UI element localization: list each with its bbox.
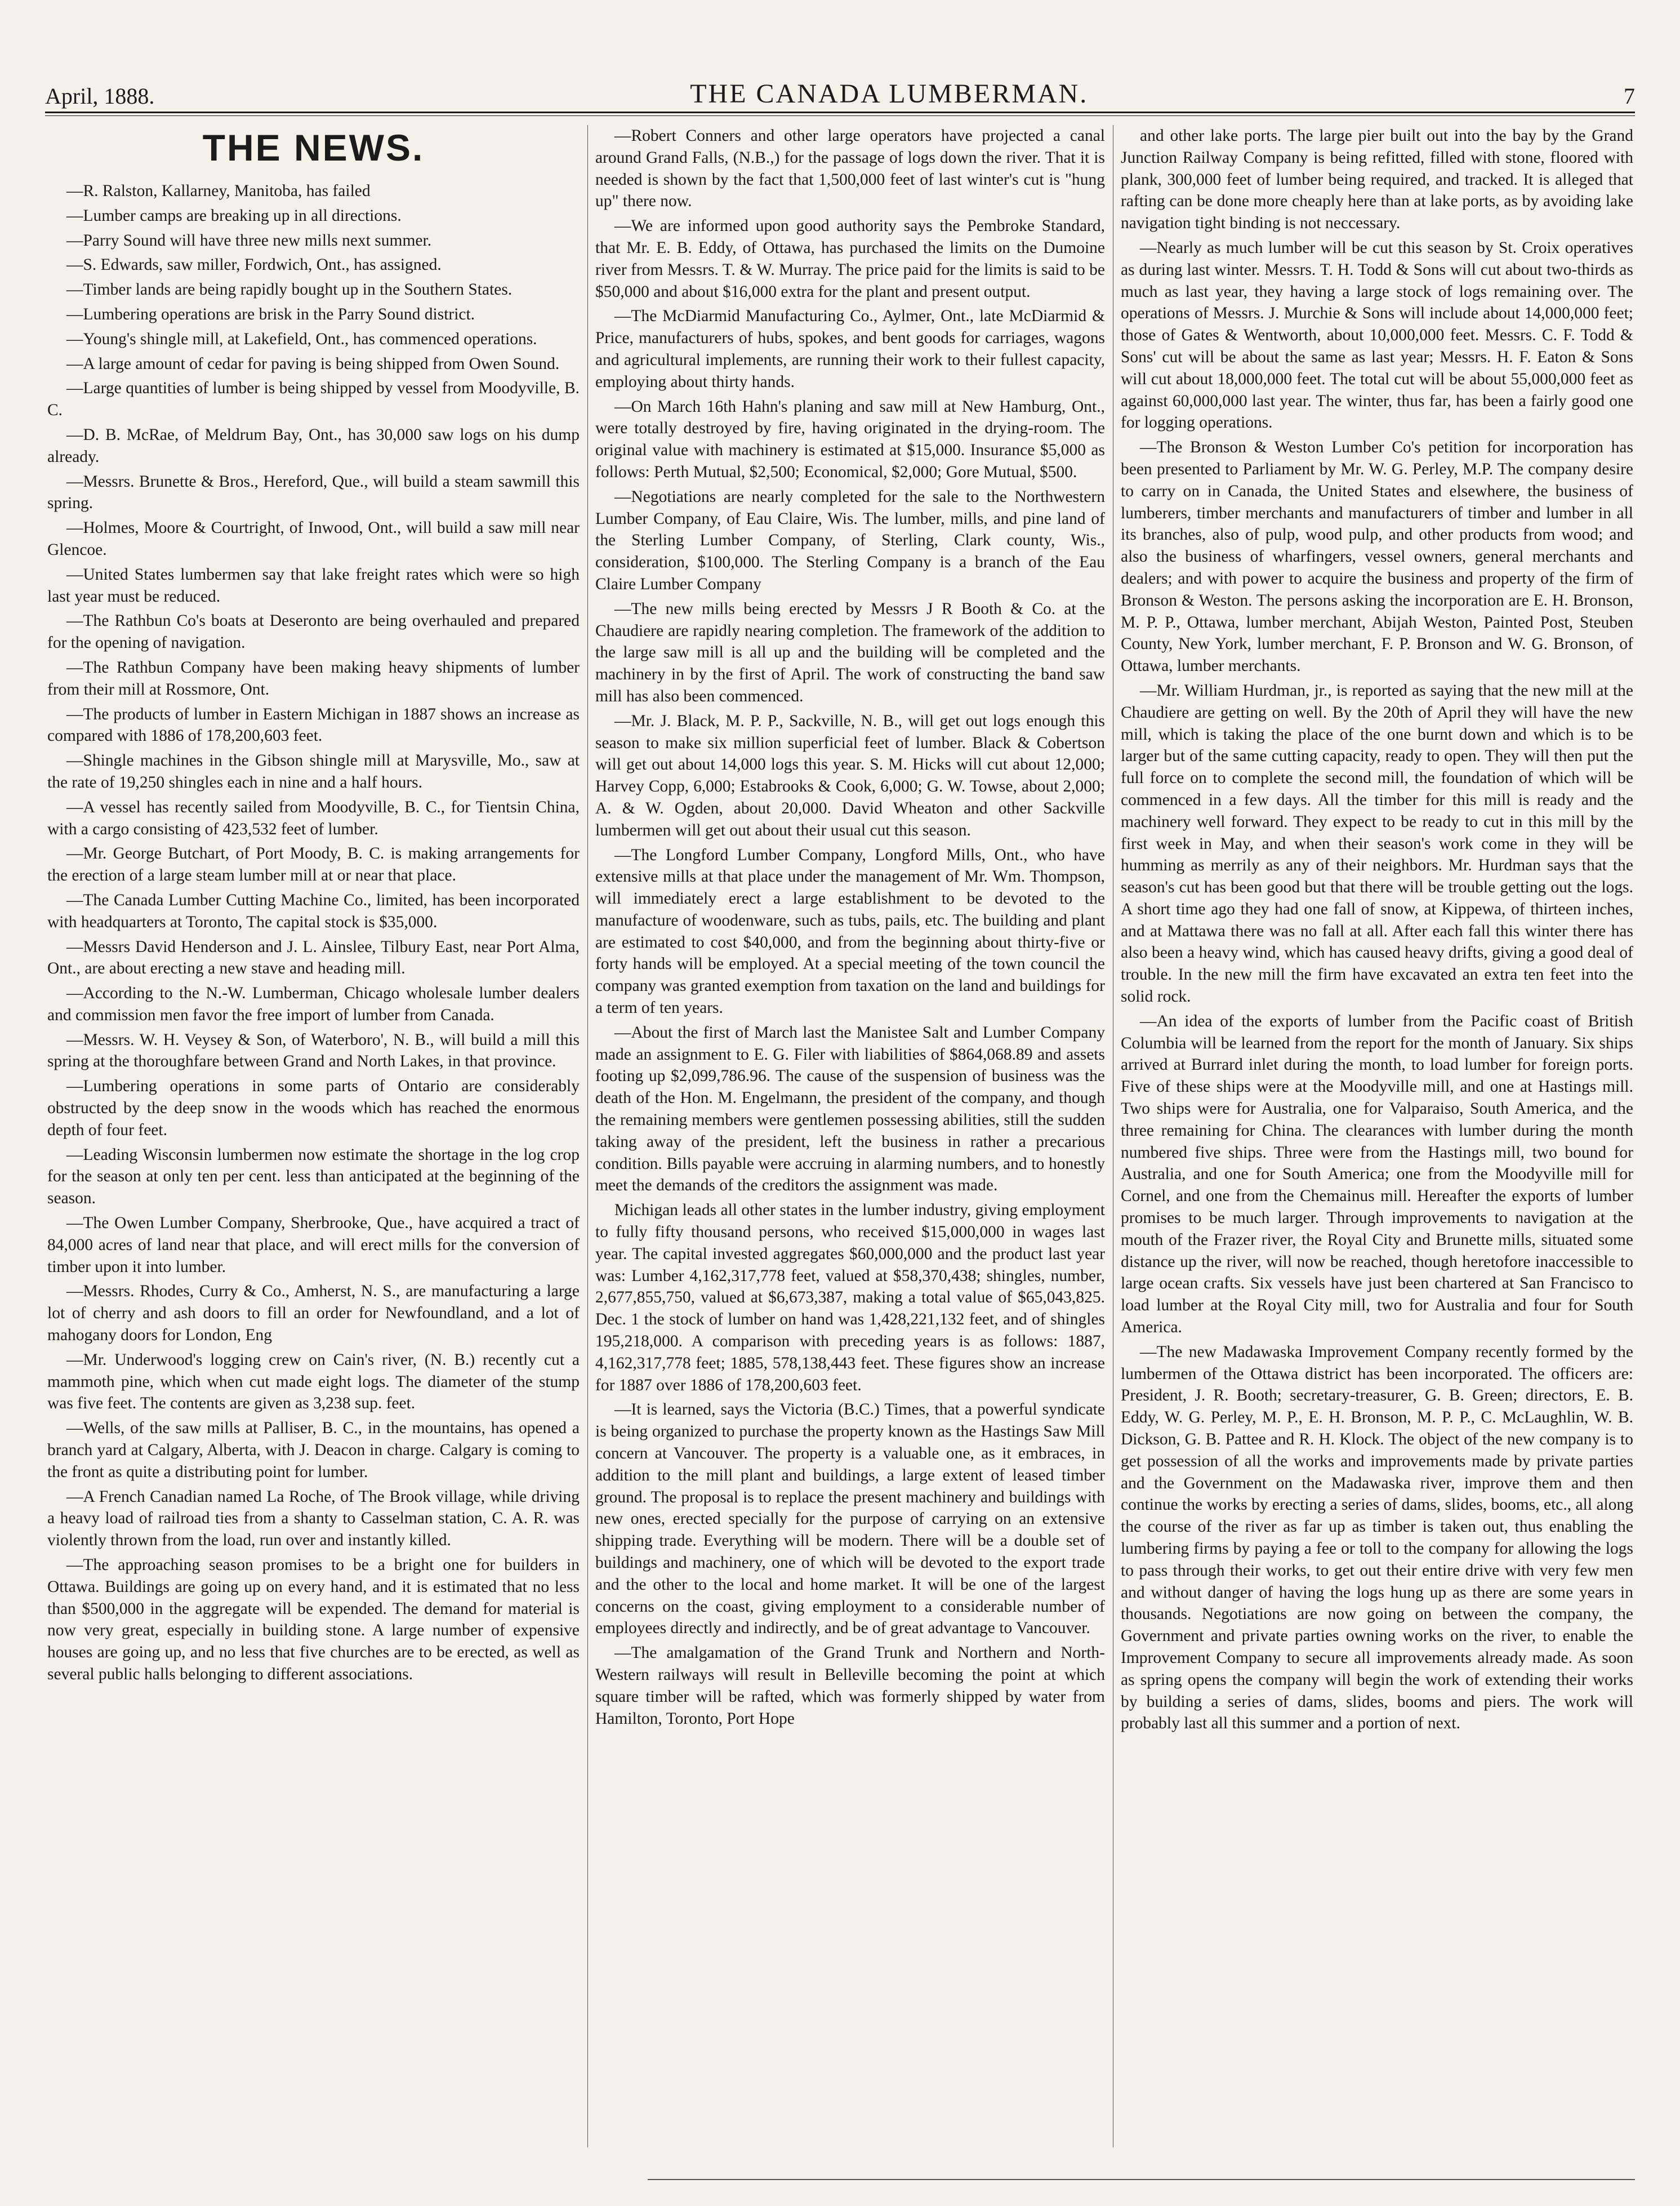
news-item: —A large amount of cedar for paving is being shipped from Owen Sound. <box>66 354 560 373</box>
column-3 <box>1121 125 1633 2159</box>
news-item: —Mr. George Butchart, of Port Moody, B. C. is making arrangements for the erection of a large steam lumber mill at or near that place. <box>47 844 580 885</box>
masthead-rule <box>45 112 1635 113</box>
news-item: —S. Edwards, saw miller, Fordwich, Ont., has assigned. <box>66 256 442 274</box>
news-item: —On March 16th Hahn's planing and saw mill at New Hamburg, Ont., were totally destroyed by fire, having originated in the drying-room. The original value with machinery is estimated at $15,000. Insurance $5,000 as follows: Perth Mutual, $2,500; Economical, $2,000; Gore Mutual, $500. <box>595 397 1105 481</box>
news-item: —Negotiations are nearly completed for the sale to the Northwestern Lumber Company, of Eau Claire, Wis. The lumber, mills, and pine land of the Sterling Lumber Company, of Sterling, Clark county, Wis., consideration, $100,000. The Sterling Company is a branch of the Eau Claire Lumber Company <box>595 487 1105 593</box>
news-item: —A French Canadian named La Roche, of The Brook village, while driving a heavy load of railroad ties from a shanty to Casselman station, C. A. R. was violently thrown from the load, run over and instantly killed. <box>47 1487 580 1550</box>
news-item: —Messrs. W. H. Veysey & Son, of Waterboro', N. B., will build a mill this spring at the thoroughfare between Grand and North Lakes, in that province. <box>47 1030 580 1071</box>
news-item: —Wells, of the saw mills at Palliser, B. C., in the mountains, has opened a branch yard at Calgary, Alberta, with J. Deacon in charge. Calgary is coming to the front as quite a distributing point for lumber. <box>47 1419 580 1481</box>
news-item: —The Longford Lumber Company, Longford Mills, Ont., who have extensive mills at that place under the management of Mr. Wm. Thompson, will immediately erect a large establishment to be devoted to the manufacture of woodenware, such as tubs, pails, etc. The building and plant are estimated to cost $40,000, and from the beginning about thirty-five or forty hands will be employed. At a special meeting of the town council the company was granted exemption from taxation on the land and buildings for a term of ten years. <box>595 846 1105 1017</box>
news-item: —Parry Sound will have three new mills next summer. <box>66 231 432 250</box>
news-item: —Mr. Underwood's logging crew on Cain's river, (N. B.) recently cut a mammoth pine, which when cut made eight logs. The diameter of the stump was five feet. The contents are given as 3,238 sup. feet. <box>47 1350 580 1413</box>
news-item: —Lumber camps are breaking up in all directions. <box>66 206 402 225</box>
news-item: —Large quantities of lumber is being shipped by vessel from Moodyville, B. C. <box>47 379 580 420</box>
issue-date: April, 1888. <box>45 83 155 109</box>
news-item: —Messrs. Brunette & Bros., Hereford, Que., will build a steam sawmill this spring. <box>47 472 580 513</box>
news-item: —The McDiarmid Manufacturing Co., Aylmer, Ont., late McDiarmid & Price, manufacturers of hubs, spokes, and bent goods for carriages, wagons and agricultural implements, are running their work to their fullest capacity, employing about thirty hands. <box>595 307 1105 391</box>
news-item: —Timber lands are being rapidly bought up in the Southern States. <box>66 281 513 299</box>
news-item: —According to the N.-W. Lumberman, Chicago wholesale lumber dealers and commission men favor the free import of lumber from Canada. <box>47 984 580 1024</box>
page-number: 7 <box>1623 83 1635 109</box>
masthead-rule-thin <box>45 115 1635 116</box>
news-item: and other lake ports. The large pier built out into the bay by the Grand Junction Railway Company is being refitted, filled with stone, floored with plank, 300,000 feet of lumber being required, and tracked. It is alleged that rafting can be done more cheaply here than at lake ports, as by avoiding lake navigation tight binding is not neccessary. <box>1121 127 1633 233</box>
news-item: —D. B. McRae, of Meldrum Bay, Ont., has 30,000 saw logs on his dump already. <box>47 425 580 466</box>
news-item: —The Rathbun Co's boats at Deseronto are being overhauled and prepared for the opening of navigation. <box>47 612 580 652</box>
footer-rule <box>648 2179 1635 2180</box>
news-item: —Robert Conners and other large operators have projected a canal around Grand Falls, (N.B.,) for the passage of logs down the river. That it is needed is shown by the fact that 1,500,000 feet of last winter's cut is "hung up" there now. <box>595 127 1105 211</box>
news-item: —About the first of March last the Manistee Salt and Lumber Company made an assignment to E. G. Filer with liabilities of $864,068.89 and assets footing up $2,099,786.96. The cause of the suspension of business was the death of the Hon. M. Engelmann, the president of the company, and though the remaining members were gentlemen possessing abilities, still the sudden taking away of the president, left the business in rather a precarious condition. Bills payable were accruing in alarming numbers, and to honestly meet the demands of the creditors the assignment was made. <box>595 1023 1105 1195</box>
column-2 <box>595 125 1105 2159</box>
news-item: —It is learned, says the Victoria (B.C.) Times, that a powerful syndicate is being organized to purchase the property known as the Hastings Saw Mill concern at Vancouver. The property is a valuable one, as it embraces, in addition to the mill plant and buildings, a large extent of leased timber ground. The proposal is to replace the present machinery and buildings with new ones, erected specially for the purpose of carrying on an extensive shipping trade. Everything will be modern. There will be a double set of buildings and machinery, one of which will be devoted to the export trade and the other to the local and home market. It will be one of the largest concerns on the coast, giving employment to a considerable number of employees directly and indirectly, and be of great advantage to Vancouver. <box>595 1400 1105 1638</box>
news-item: —The Bronson & Weston Lumber Co's petition for incorporation has been presented to Parliament by Mr. W. G. Perley, M.P. The company desire to carry on in Canada, the United States and elsewhere, the business of lumberers, timber merchants and manufacturers of timber and lumber in all its branches, also of pulp, wood pulp, and other products from wood; and also the business of wharfingers, vessel owners, general merchants and dealers; and with power to acquire the business and property of the firm of Bronson & Weston. The persons asking the incorporation are E. H. Bronson, M. P. P., Ottawa, lumber merchant, Abijah Weston, Painted Post, Steuben County, New York, lumber merchant, F. P. Bronson and W. G. Bronson, of Ottawa, lumber merchants. <box>1121 438 1633 675</box>
news-item: —Mr. William Hurdman, jr., is reported as saying that the new mill at the Chaudiere are getting on well. By the 20th of April they will have the new mill, which is taking the place of the one burnt down and which is to be larger but of the same cutting capacity, ready to open. They will then put the full force on to complete the second mill, the foundation of which will be commenced in a few days. All the timber for this mill is ready and the machinery well forward. They expect to be ready to cut in this mill by the first week in May, and when their season's work come in they will be humming as merrily as any of their neighbors. Mr. Hurdman says that the season's cut has been good but that there will be trouble getting out the logs. A short time ago they had one fall of snow, at Kippewa, of thirteen inches, and at Mattawa there was no fall at all. After each fall this winter there has also been a heavy wind, which has caused heavy drifts, giving a good deal of trouble. In the new mill the firm have excavated an extra ten feet into the solid rock. <box>1121 681 1633 1006</box>
news-item: —A vessel has recently sailed from Moodyville, B. C., for Tientsin China, with a cargo consisting of 423,532 feet of lumber. <box>47 798 580 838</box>
news-item: Michigan leads all other states in the lumber industry, giving employment to fully fifty thousand persons, who received $15,000,000 in wages last year. The capital invested aggregates $60,000,000 and the product last year was: Lumber 4,162,317,778 feet, valued at $58,370,438; shingles, number, 2,677,855,750, valued at $6,673,387, making a total value of $65,043,825. Dec. 1 the stock of lumber on hand was 1,428,221,132 feet, and of shingles 195,218,000. A comparison with preceding years is as follows: 1887, 4,162,317,778 feet; 1885, 578,138,443 feet. These figures show an increase for 1887 over 1886 of 178,200,603 feet. <box>595 1201 1105 1394</box>
news-item: —The new Madawaska Improvement Company recently formed by the lumbermen of the Ottawa district has been incorporated. The officers are: President, J. R. Booth; secretary-treasurer, G. B. Green; directors, E. B. Eddy, W. G. Perley, M. P., E. H. Bronson, M. P. P., C. McLaughlin, W. B. Dickson, G. B. Pattee and R. H. Klock. The object of the new company is to get possession of all the works and improvements made by private parties and the Government on the Madawaska river, improve them and then continue the works by erecting a series of dams, slides, booms, etc., all along the course of the river as far up as timber is taken out, thus enabling the lumbering firms by paying a fee or toll to the company for allowing the logs to pass through their works, to get out their entire drive with very few men and without danger of having the logs hung up as there are some years in thousands. Negotiations are now going on between the company, the Government and private parties owning works on the river, to enable the Improvement Company to secure all improvements already made. As soon as spring opens the company will begin the work of extending their works by building a series of dams, slides, booms and piers. The work will probably last all this summer and a portion of next. <box>1121 1342 1633 1733</box>
news-item: —Shingle machines in the Gibson shingle mill at Marysville, Mo., saw at the rate of 19,250 shingles each in nine and a half hours. <box>47 751 580 791</box>
news-item: —Holmes, Moore & Courtright, of Inwood, Ont., will build a saw mill near Glencoe. <box>47 519 580 559</box>
news-item: —The Owen Lumber Company, Sherbrooke, Que., have acquired a tract of 84,000 acres of land near that place, and will erect mills for the conversion of timber upon it into lumber. <box>47 1214 580 1276</box>
news-item: —The amalgamation of the Grand Trunk and Northern and North-Western railways will result in Belleville becoming the point at which square timber will be rafted, which was formerly shipped by water from Hamilton, Toronto, Port Hope <box>595 1644 1105 1728</box>
news-item: —Lumbering operations are brisk in the Parry Sound district. <box>66 305 475 323</box>
news-item: —The Canada Lumber Cutting Machine Co., limited, has been incorporated with headquarters at Toronto, The capital stock is $35,000. <box>47 891 580 931</box>
news-item: —An idea of the exports of lumber from the Pacific coast of British Columbia will be learned from the report for the month of January. Six ships arrived at Burrard inlet during the month, to load lumber for foreign ports. Five of these ships were at the Moodyville mill, and one at Hastings mill. Two ships were for Australia, one for Valparaiso, South America, and the three remaining for China. The clearances with lumber during the month numbered five ships. Three were from the Hastings mill, two bound for Australia, and one for South America; one from the Moodyville mill for Cornel, and one from the Chemainus mill. Hereafter the exports of lumber promises to be much larger. Through improvements to navigation at the mouth of the Frazer river, the Royal City and Brunette mills, situated some distance up the river, will now be reached, though heretofore inaccessible to large ocean crafts. Six vessels have just been chartered at San Francisco to load lumber at the Royal City mill, two for Australia and four for South America. <box>1121 1012 1633 1337</box>
news-item: —R. Ralston, Kallarney, Manitoba, has failed <box>66 182 371 200</box>
news-item: —The Rathbun Company have been making heavy shipments of lumber from their mill at Rossmore, Ont. <box>47 658 580 699</box>
section-heading: THE NEWS. <box>202 127 425 168</box>
news-item: —United States lumbermen say that lake freight rates which were so high last year must be reduced. <box>47 565 580 606</box>
news-item: —Messrs David Henderson and J. L. Ainslee, Tilbury East, near Port Alma, Ont., are about erecting a new stave and heading mill. <box>47 937 580 978</box>
news-item: —Leading Wisconsin lumbermen now estimate the shortage in the log crop for the season at only ten per cent. less than anticipated at the beginning of the season. <box>47 1145 580 1208</box>
news-item: —The new mills being erected by Messrs J R Booth & Co. at the Chaudiere are rapidly nearing completion. The framework of the addition to the large saw mill is all up and the building will be completed and the machinery in by the first of April. The work of constructing the band saw mill has also been commenced. <box>595 599 1105 705</box>
news-item: —Young's shingle mill, at Lakefield, Ont., has commenced operations. <box>66 330 537 348</box>
news-item: —Nearly as much lumber will be cut this season by St. Croix operatives as during last winter. Messrs. T. H. Todd & Sons will cut about two-thirds as much as last year, they having a large stock of logs remaining over. The operations of Messrs. J. Murchie & Sons will include about 14,000,000 feet; those of Gates & Wentworth, about 10,000,000 feet. Messrs. C. F. Todd & Sons' cut will be about the same as last year; Messrs. H. F. Eaton & Sons will cut about 18,000,000 feet. The total cut will be about 55,000,000 feet as against 60,000,000 last year. The winter, thus far, has been a fairly good one for logging operations. <box>1121 238 1633 432</box>
news-item: —Lumbering operations in some parts of Ontario are considerably obstructed by the deep snow in the woods which has reached the enormous depth of four feet. <box>47 1077 580 1139</box>
news-item: —The approaching season promises to be a bright one for builders in Ottawa. Buildings are going up on every hand, and it is estimated that no less than $500,000 in the aggregate will be expended. The demand for material is now very great, especially in building stone. A large number of expensive houses are going up, and no less that five churches are to be erected, as well as several public halls belonging to different associations. <box>47 1556 580 1683</box>
column-1 <box>47 125 580 2159</box>
masthead <box>45 66 1635 109</box>
news-item: —Mr. J. Black, M. P. P., Sackville, N. B., will get out logs enough this season to make six million superficial feet of lumber. Black & Cobertson will get out about 14,000 logs this year. S. M. Hicks will cut about 12,000; Harvey Copp, 6,000; Estabrooks & Cook, 6,000; G. W. Towse, about 2,000; A. & W. Ogden, about 20,000. David Wheaton and other Sackville lumbermen will get out about their usual cut this season. <box>595 711 1105 839</box>
column-divider <box>587 125 588 2147</box>
news-item: —The products of lumber in Eastern Michigan in 1887 shows an increase as compared with 1886 of 178,200,603 feet. <box>47 705 580 745</box>
news-item: —We are informed upon good authority says the Pembroke Standard, that Mr. E. B. Eddy, of Ottawa, has purchased the limits on the Dumoine river from Messrs. T. & W. Murray. The price paid for the limits is said to be $50,000 and about $16,000 extra for the plant and present output. <box>595 217 1105 301</box>
publication-title: THE CANADA LUMBERMAN. <box>690 79 1089 109</box>
news-item: —Messrs. Rhodes, Curry & Co., Amherst, N. S., are manufacturing a large lot of cherry and ash doors to fill an order for Newfoundland, and a lot of mahogany doors for London, Eng <box>47 1282 580 1345</box>
